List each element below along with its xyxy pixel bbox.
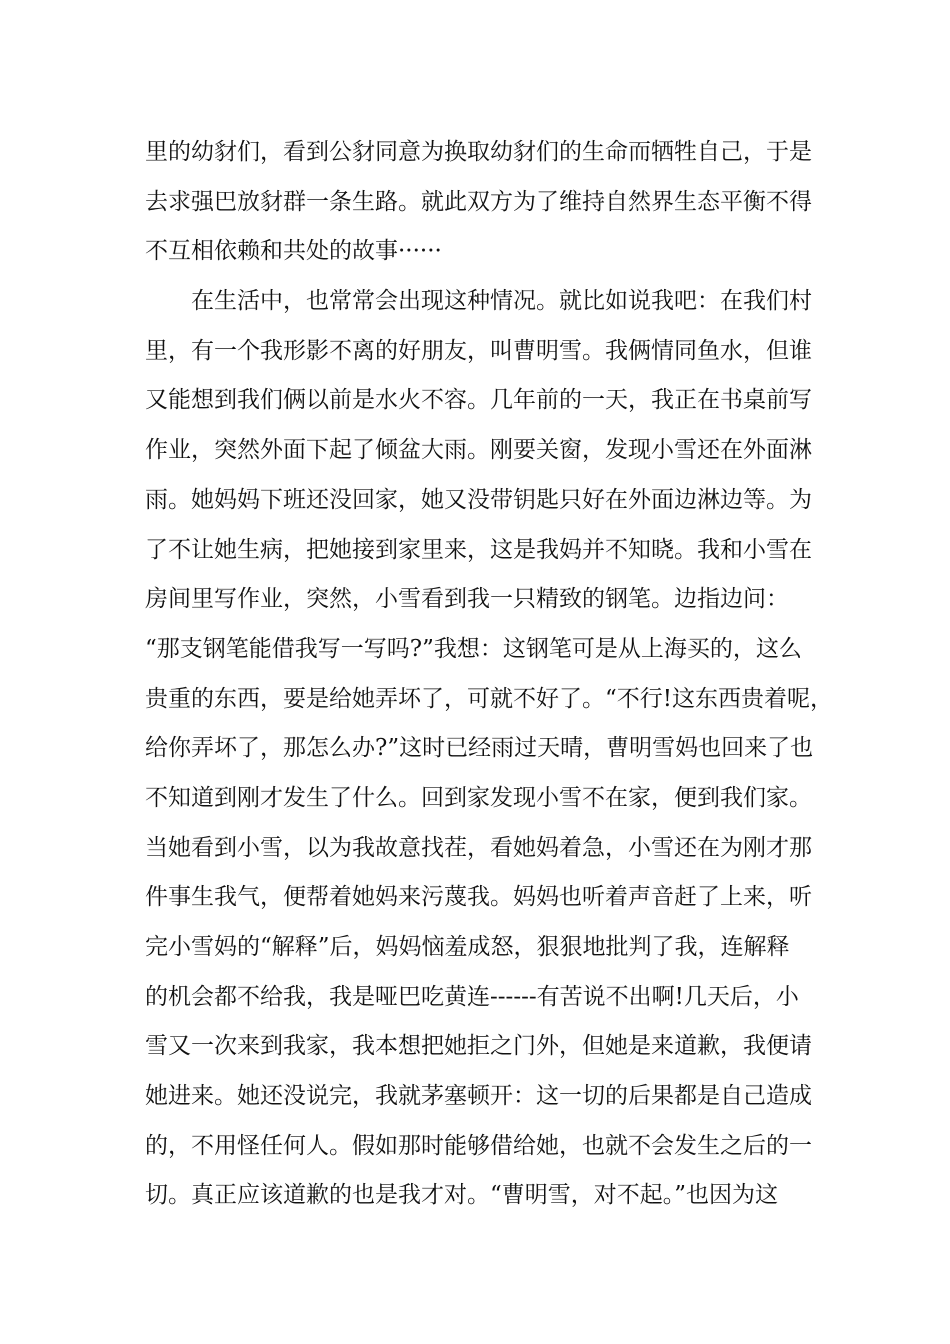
text-line: 当她看到小雪，以为我故意找茬，看她妈着急，小雪还在为刚才那 bbox=[145, 834, 812, 861]
body-text bbox=[145, 128, 835, 1221]
text-line: 的，不用怪任何人。假如那时能够借给她，也就不会发生之后的一 bbox=[145, 1132, 812, 1159]
text-line: 了不让她生病，把她接到家里来，这是我妈并不知晓。我和小雪在 bbox=[145, 536, 812, 563]
text-line: 房间里写作业，突然，小雪看到我一只精致的钢笔。边指边问： bbox=[145, 586, 789, 613]
text-line: 完小雪妈的“解释”后，妈妈恼羞成怒，狠狠地批判了我，连解释 bbox=[145, 934, 790, 960]
text-line: 的机会都不给我，我是哑巴吃黄连------有苦说不出啊!几天后，小 bbox=[145, 983, 799, 1010]
text-line: 雨。她妈妈下班还没回家，她又没带钥匙只好在外面边淋边等。为 bbox=[145, 486, 812, 513]
text-line: 作业，突然外面下起了倾盆大雨。刚要关窗，发现小雪还在外面淋 bbox=[145, 437, 812, 464]
text-line: 雪又一次来到我家，我本想把她拒之门外，但她是来道歉，我便请 bbox=[145, 1033, 812, 1060]
text-line: 给你弄坏了，那怎么办?”这时已经雨过天晴，曹明雪妈也回来了也 bbox=[145, 735, 814, 762]
text-line: 去求强巴放豺群一条生路。就此双方为了维持自然界生态平衡不得 bbox=[145, 188, 812, 215]
text-line: 里的幼豺们，看到公豺同意为换取幼豺们的生命而牺牲自己，于是 bbox=[145, 139, 812, 165]
text-line: 贵重的东西，要是给她弄坏了，可就不好了。“不行!这东西贵着呢， bbox=[145, 685, 834, 712]
text-line: 件事生我气，便帮着她妈来污蔑我。妈妈也听着声音赶了上来，听 bbox=[145, 884, 812, 911]
text-line: 里，有一个我形影不离的好朋友，叫曹明雪。我俩情同鱼水，但谁 bbox=[145, 337, 812, 364]
text-line: 不互相依赖和共处的故事······ bbox=[145, 238, 442, 265]
text-line: 她进来。她还没说完，我就茅塞顿开：这一切的后果都是自己造成 bbox=[145, 1083, 812, 1110]
text-line: 又能想到我们俩以前是水火不容。几年前的一天，我正在书桌前写 bbox=[145, 387, 812, 414]
paragraph-start-line: 在生活中，也常常会出现这种情况。就比如说我吧：在我们村 bbox=[191, 288, 812, 315]
text-line: 切。真正应该道歉的也是我才对。“曹明雪，对不起。”也因为这 bbox=[145, 1182, 779, 1209]
text-line: 不知道到刚才发生了什么。回到家发现小雪不在家，便到我们家。 bbox=[145, 784, 812, 811]
text-line: “那支钢笔能借我写一写吗?”我想：这钢笔可是从上海买的，这么 bbox=[145, 635, 802, 662]
